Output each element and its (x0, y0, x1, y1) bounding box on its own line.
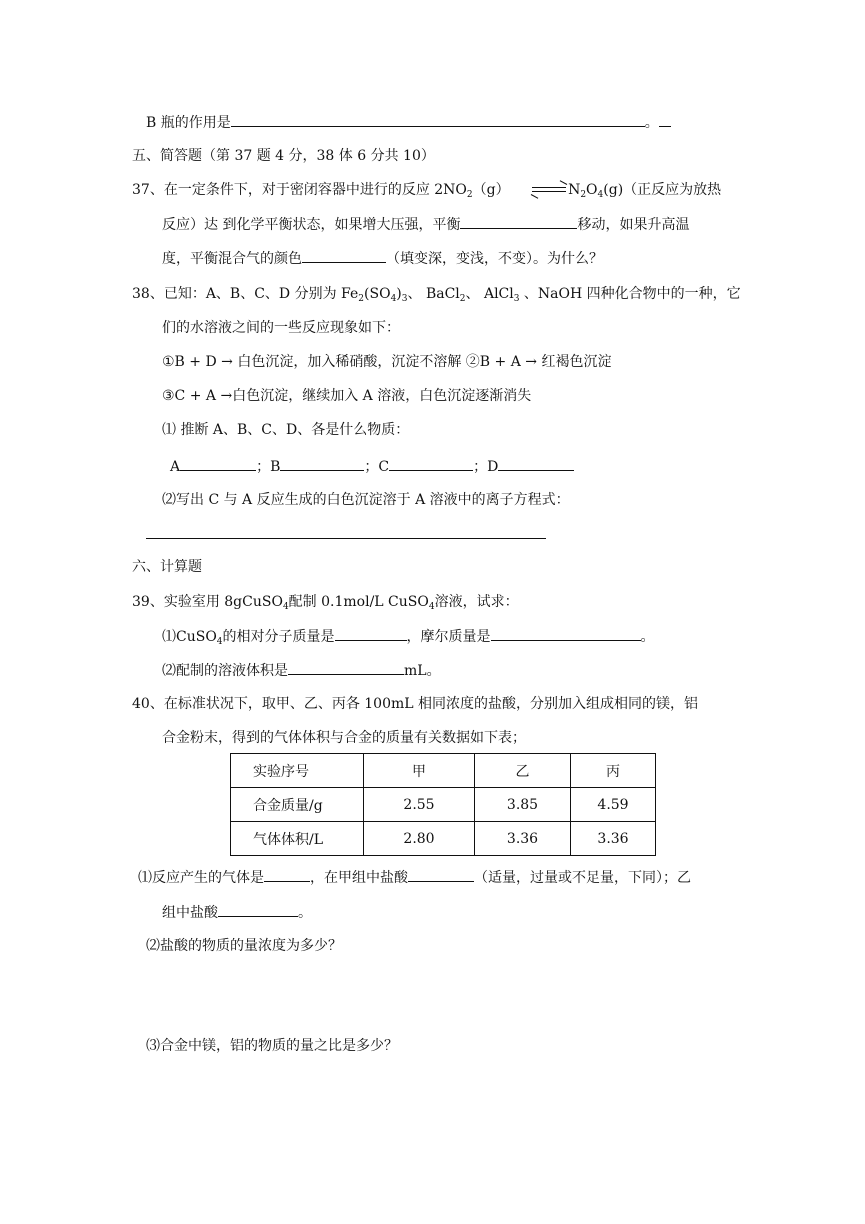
q40-part-3: ⑶合金中镁，铝的物质的量之比是多少？ (146, 1038, 398, 1054)
q37-line-3 (162, 248, 603, 269)
q37-text: （填变深，变浅，不变）。为什么？ (386, 251, 603, 267)
q39-text: 的相对分子质量是 (222, 629, 335, 645)
q39-text: 39、实验室用 8gCuSO (132, 594, 283, 610)
label-d: ；D (473, 459, 499, 475)
table-row (231, 822, 656, 856)
q39-part-2 (162, 660, 441, 681)
q39-text: ⑴CuSO (162, 629, 217, 645)
equilibrium-arrow-icon (532, 184, 566, 196)
q38-text: 38、已知：A、B、C、D 分别为 Fe (132, 286, 359, 302)
q38-reaction-1-2 (162, 352, 611, 372)
q38-part-1: ⑴ 推断 A、B、C、D、各是什么物质： (162, 422, 410, 438)
blank-c[interactable] (389, 456, 473, 471)
q37-text: (g)（正反应为放热 (603, 182, 722, 198)
subscript: 4 (390, 294, 397, 304)
q39-text: 。 (640, 629, 655, 645)
arrow-icon: → (221, 354, 233, 370)
table-header-cell: 乙 (475, 754, 571, 788)
table-header-row (231, 754, 656, 788)
arrow-icon: → (220, 388, 233, 404)
subscript: 2 (466, 190, 473, 200)
q37-text: N (568, 182, 581, 198)
q38-text: 、NaOH 四种化合物中的一种，它 (519, 286, 741, 302)
q40-text: 组中盐酸 (162, 905, 218, 921)
subscript: 2 (358, 294, 365, 304)
q40-line-2: 合金粉末，得到的气体体积与合金的质量有关数据如下表； (162, 730, 526, 746)
subscript: 4 (282, 602, 289, 612)
q40-text: 。 (298, 905, 312, 921)
table-row (231, 788, 656, 822)
table-header-cell: 甲 (364, 754, 475, 788)
q39-text: ，摩尔质量是 (406, 629, 491, 645)
volume-blank[interactable] (288, 660, 404, 675)
q38-text: 、 BaCl (407, 286, 460, 302)
q39-text: 溶液，试求： (434, 594, 519, 610)
arrow-icon: → (525, 354, 538, 370)
table-cell: 3.85 (475, 788, 571, 822)
table-cell: 合金质量/g (231, 788, 364, 822)
q38-text: 白色沉淀，加入稀硝酸，沉淀不溶解 ②B + A (232, 354, 526, 370)
table-header-cell: 实验序号 (231, 754, 364, 788)
q38-abcd-answers (170, 456, 574, 477)
label-c: ；C (364, 459, 390, 475)
b-bottle-label: B 瓶的作用是 (146, 115, 231, 131)
q38-part-2: ⑵写出 C 与 A 反应生成的白色沉淀溶于 A 溶液中的离子方程式： (162, 492, 570, 508)
q37-text: O (586, 182, 598, 198)
q38-text: 红褐色沉淀 (537, 354, 612, 370)
q37-line-1 (132, 180, 721, 200)
b-bottle-question (146, 112, 671, 133)
section-5-heading: 五、简答题（第 37 题 4 分，38 体 6 分共 10） (132, 148, 435, 164)
q37-text: 反应）达 到化学平衡状态，如果增大压强，平衡 (162, 217, 461, 233)
label-a: A (170, 459, 181, 475)
table-cell: 气体体积/L (231, 822, 364, 856)
table-cell: 2.55 (364, 788, 475, 822)
blank-d[interactable] (498, 456, 574, 471)
table-cell: 4.59 (571, 788, 656, 822)
subscript: 4 (216, 637, 223, 647)
color-change-blank[interactable] (302, 248, 386, 263)
label-b: ；B (256, 459, 281, 475)
table-header-cell: 丙 (571, 754, 656, 788)
subscript: 3 (401, 294, 408, 304)
q37-text: 移动，如果升高温 (577, 217, 690, 233)
table-cell: 2.80 (364, 822, 475, 856)
q40-text: （适量，过量或不足量，下同）；乙 (474, 870, 691, 886)
section-6-heading: 六、计算题 (132, 559, 202, 575)
ionic-equation-answer-line[interactable] (146, 538, 546, 539)
q38-line-2: 们的水溶液之间的一些反应现象如下： (162, 320, 400, 336)
q37-text: 37、在一定条件下，对于密闭容器中进行的反应 2NO (132, 182, 467, 198)
q38-text: 、 AlCl (465, 286, 514, 302)
subscript: 4 (428, 602, 435, 612)
data-table (230, 753, 656, 856)
q40-text: ，在甲组中盐酸 (310, 870, 408, 886)
q38-reaction-3 (162, 386, 531, 406)
table-cell: 3.36 (571, 822, 656, 856)
q39-text: mL。 (404, 663, 441, 679)
group-b-acid-blank[interactable] (218, 902, 298, 917)
blank-b[interactable] (280, 456, 364, 471)
end-mark: 。 (644, 115, 659, 131)
subscript: 4 (597, 190, 604, 200)
relative-mass-blank[interactable] (335, 626, 407, 641)
q40-part-2: ⑵盐酸的物质的量浓度为多少？ (146, 938, 342, 954)
gas-blank[interactable] (264, 867, 310, 882)
q38-line-1 (132, 284, 741, 304)
q38-text: ①B + D (162, 354, 222, 370)
q38-text: (SO (364, 286, 391, 302)
table-cell: 3.36 (475, 822, 571, 856)
q40-part-1-line-1 (138, 867, 691, 888)
group-a-acid-blank[interactable] (408, 867, 474, 882)
q39-text: 配制 0.1mol/L CuSO (288, 594, 429, 610)
q38-text: ③C + A (162, 388, 221, 404)
answer-blank[interactable] (231, 112, 645, 127)
q40-line-1: 40、在标准状况下，取甲、乙、丙各 100mL 相同浓度的盐酸，分别加入组成相同的镁，铝 (132, 696, 699, 712)
subscript: 2 (459, 294, 466, 304)
q38-text: ) (396, 286, 402, 302)
q40-part-1-line-2 (162, 902, 312, 923)
q39-part-1 (162, 626, 655, 647)
q39-line-1 (132, 592, 519, 612)
q37-line-2 (162, 214, 689, 235)
q40-text: ⑴反应产生的气体是 (138, 870, 264, 886)
q39-text: ⑵配制的溶液体积是 (162, 663, 288, 679)
q37-text: （g） (472, 182, 510, 198)
q38-text: 白色沉淀，继续加入 A 溶液，白色沉淀逐渐消失 (232, 388, 532, 404)
q37-text: 度，平衡混合气的颜色 (162, 251, 302, 267)
equilibrium-shift-blank[interactable] (460, 214, 577, 229)
subscript: 2 (580, 190, 587, 200)
subscript: 3 (513, 294, 520, 304)
blank-a[interactable] (180, 456, 256, 471)
answer-blank-tail (659, 112, 671, 127)
molar-mass-blank[interactable] (491, 626, 641, 641)
